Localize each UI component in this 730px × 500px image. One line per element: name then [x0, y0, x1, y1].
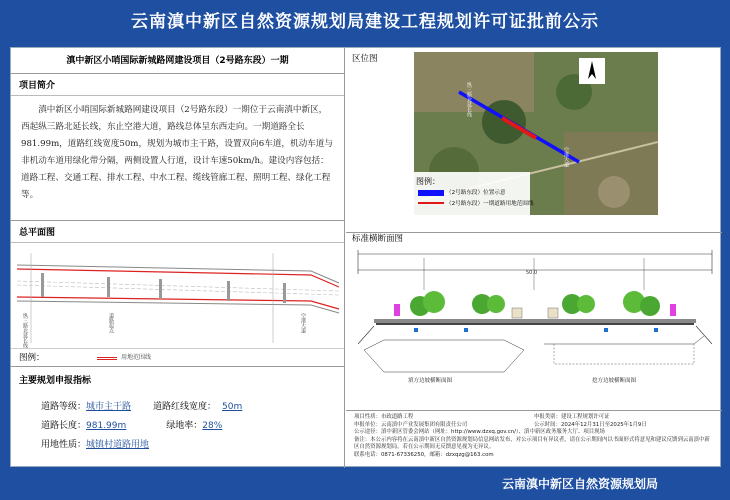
- info-contact: 联系电话：0871-67336250，邮箱：dzxqzg@163.com: [354, 451, 494, 458]
- intro-heading: 项目简介: [11, 74, 344, 96]
- legend-item: 用地范围线: [121, 354, 152, 361]
- project-name: 滇中新区小哨国际新城路网建设项目（2号路东段）一期: [11, 48, 344, 74]
- green-label: 绿地率：: [166, 421, 203, 431]
- map-legend-1: （2号路东段）位置示意: [446, 190, 506, 196]
- right-column: [346, 48, 722, 468]
- site-plan-heading: 总平面图: [11, 221, 344, 243]
- info-apply-type: 申报类别：建设工程规划许可证: [534, 414, 610, 420]
- land-use-value: 城镇村道路用地: [86, 440, 150, 450]
- notice-board: [10, 47, 721, 467]
- fill-slope-label: 填方边坡横断面图: [408, 378, 453, 384]
- left-column: [11, 48, 345, 468]
- location-map-heading: 区位图: [352, 54, 378, 64]
- road-grade-value: 城市主干路: [86, 402, 132, 412]
- total-width: 50.0: [526, 270, 538, 276]
- plan-label-west: 纵三路北延长线: [22, 313, 28, 348]
- info-note: 备注：本公示内容将在云南滇中新区自然资源规划局信息网站发布，对公示项目有异议者，请在公示期间内以书面形式将意见和建议反馈到云南滇中新区自然资源规划局，若在公示期间无反馈意见视为无异议。: [354, 436, 710, 451]
- indicator-row-3: [11, 436, 344, 455]
- green-value: 28%: [202, 421, 223, 431]
- info-project-type: 项目性质：市政道路工程: [354, 414, 414, 420]
- red-line-label: 道路红线宽度：: [153, 402, 217, 412]
- road-grade-label: 道路等级：: [41, 402, 87, 412]
- length-value: 981.99m: [86, 421, 127, 431]
- length-label: 道路长度：: [41, 421, 87, 431]
- indicator-row-1: [11, 398, 344, 417]
- intro-text: 滇中新区小哨国际新城路网建设项目（2号路东段）一期位于云南滇中新区，西起纵三路北延长线，东止空港大道，路线总体呈东西走向。一期道路全长981.99m，道路红线宽度50m，规划为城市主干路，设置双向6车道，机动车道与非机动车道用绿化带分隔，两侧设置人行道，设计车速50km/h。建设内容包括：道路工程、交通工程、排水工程、中水工程、缆线管廊工程、照明工程、绿化工程等。: [11, 96, 344, 221]
- site-plan-legend: [11, 349, 344, 367]
- info-period: 公示时间：2024年12月31日至2025年1月9日: [534, 421, 647, 428]
- location-map: [414, 52, 658, 215]
- page-title: 云南滇中新区自然资源规划局建设工程规划许可证批前公示: [131, 12, 599, 32]
- map-legend-swatch-red: [418, 202, 444, 204]
- info-place: 公示途径：滇中新区管委会网站（网址：http://www.dzxq.gov.cn/）、滇中新区政务服务大厅、项目现场: [354, 429, 605, 436]
- site-plan-drawing: [11, 243, 344, 349]
- map-legend-2: （2号路东段）一期道路用地范围线: [446, 201, 534, 207]
- plan-label-east: 空港大道: [300, 313, 306, 333]
- site-plan-svg: [11, 243, 343, 349]
- cross-section-heading: 标准横断面图: [352, 234, 404, 244]
- info-block: [346, 410, 722, 468]
- map-legend-title: 图例：: [416, 177, 440, 186]
- info-applicant: 申报单位：云南滇中产业发展集团有限责任公司: [354, 421, 468, 428]
- cross-section-drawing: [354, 246, 716, 386]
- map-label-east: 空港大道: [563, 147, 569, 167]
- map-legend-swatch-blue: [418, 190, 444, 196]
- indicators-heading: 主要规划申报指标: [19, 376, 92, 386]
- map-label-west: 纵三路北延长线: [466, 82, 472, 117]
- land-use-label: 用地性质：: [41, 440, 87, 450]
- legend-label: 图例：: [19, 353, 45, 363]
- indicator-row-2: [11, 417, 344, 436]
- cross-section-svg: [354, 246, 716, 386]
- plan-label-start: 道路起点: [108, 313, 114, 333]
- boundary-line-swatch: [97, 357, 117, 360]
- red-line-value: 50m: [222, 402, 243, 412]
- footer-agency: 云南滇中新区自然资源规划局: [501, 477, 658, 491]
- cut-slope-label: 挖方边坡横断面图: [592, 378, 637, 384]
